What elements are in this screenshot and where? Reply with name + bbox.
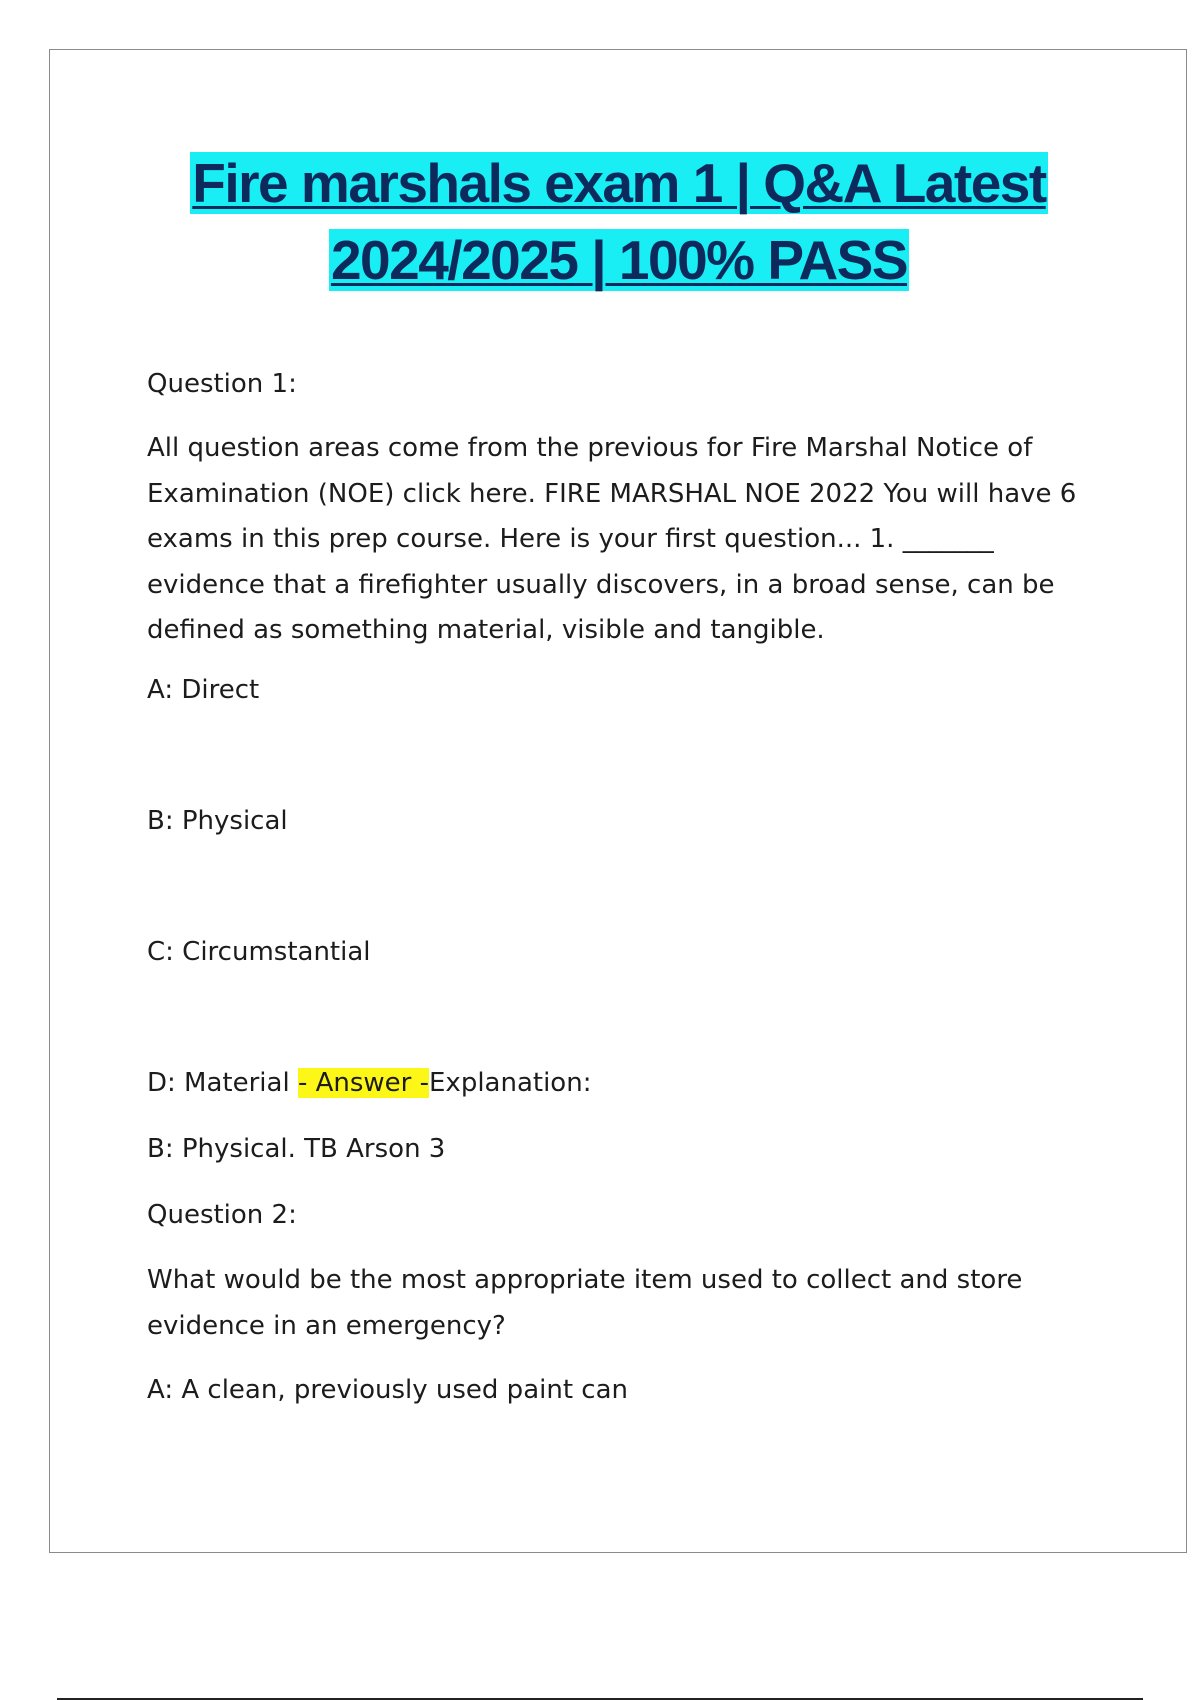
explanation-label: Explanation: xyxy=(429,1068,592,1098)
question-1-option-a: A: Direct xyxy=(147,675,260,705)
question-1-label: Question 1: xyxy=(147,369,297,399)
question-1-option-c: C: Circumstantial xyxy=(147,937,371,967)
question-1-option-d xyxy=(147,1061,1137,1107)
question-2-text xyxy=(147,1258,1137,1349)
question-1-text-line: defined as something material, visible and tangible. xyxy=(147,615,825,645)
question-1-explanation: B: Physical. TB Arson 3 xyxy=(147,1134,446,1164)
answer-marker: - Answer - xyxy=(297,1068,429,1098)
question-1-text-line: exams in this prep course. Here is your first question... 1. _______ xyxy=(147,524,994,554)
question-1-text-line: All question areas come from the previous for Fire Marshal Notice of xyxy=(147,433,1033,463)
question-2-text-line: evidence in an emergency? xyxy=(147,1310,506,1341)
question-1-text-line: Examination (NOE) click here. FIRE MARSHAL NOE 2022 You will have 6 xyxy=(147,478,1077,509)
title-line-1: Fire marshals exam 1 | Q&A Latest xyxy=(192,152,1046,214)
question-1-option-b: B: Physical xyxy=(147,806,288,836)
question-1-text-line: evidence that a firefighter usually discovers, in a broad sense, can be xyxy=(147,569,1055,600)
title-line-2: 2024/2025 | 100% PASS xyxy=(330,229,908,291)
question-2-option-a: A: A clean, previously used paint can xyxy=(147,1375,628,1405)
option-d-text: D: Material xyxy=(147,1068,298,1098)
document-page xyxy=(49,49,1187,1553)
question-2-label: Question 2: xyxy=(147,1200,297,1230)
document-title xyxy=(50,145,1188,299)
question-2-text-line: What would be the most appropriate item used to collect and store xyxy=(147,1265,1023,1295)
question-1-text xyxy=(147,426,1137,654)
